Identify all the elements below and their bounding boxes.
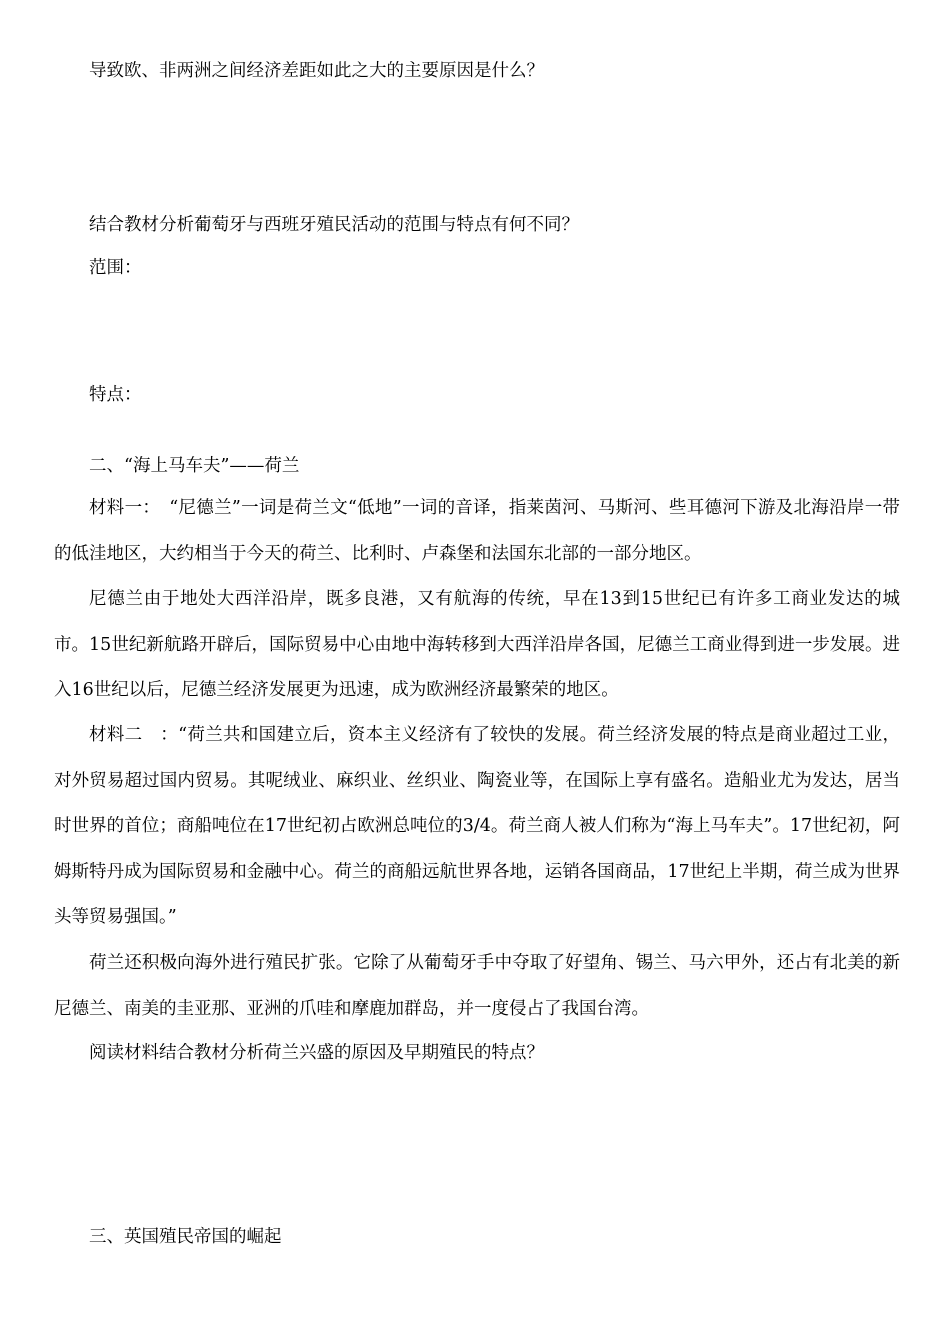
dutch-colonial-paragraph: 荷兰还积极向海外进行殖民扩张。它除了从葡萄牙手中夺取了好望角、锡兰、马六甲外，还占有北美的新尼德兰、南美的圭亚那、亚洲的爪哇和摩鹿加群岛，并一度侵占了我国台湾。 xyxy=(54,953,900,1019)
material-one-paragraph-2: 尼德兰由于地处大西洋沿岸，既多良港，又有航海的传统，早在13到15世纪已有许多工商业发达的城市。15世纪新航路开辟后，国际贸易中心由地中海转移到大西洋沿岸各国，尼德兰工商业得到进一步发展。进入16世纪以后，尼德兰经济发展更为迅速，成为欧洲经济最繁荣的地区。 xyxy=(54,589,900,700)
section-heading-netherlands: 二、“海上马车夫”——荷兰 xyxy=(89,456,300,476)
material-one-paragraph: 材料一： “尼德兰”一词是荷兰文“低地”一词的音译，指莱茵河、马斯河、些耳德河下游及北海沿岸一带的低洼地区，大约相当于今天的荷兰、比利时、卢森堡和法国东北部的一部分地区。 xyxy=(54,498,900,564)
question-portugal-spain-colonial: 结合教材分析葡萄牙与西班牙殖民活动的范围与特点有何不同？ xyxy=(89,215,579,235)
question-europe-africa-gap: 导致欧、非两洲之间经济差距如此之大的主要原因是什么？ xyxy=(89,61,544,81)
material-two-paragraph: 材料二 ：“荷兰共和国建立后，资本主义经济有了较快的发展。荷兰经济发展的特点是商业超过工业，对外贸易超过国内贸易。其呢绒业、麻织业、丝织业、陶瓷业等，在国际上享有盛名。造船业尤为发达，居当时世界的首位；商船吨位在17世纪初占欧洲总吨位的3/4。荷兰商人被人们称为“海上马车夫”。17世纪初，阿姆斯特丹成为国际贸易和金融中心。荷兰的商船远航世界各地，运销各国商品，17世纪上半期，荷兰成为世界头等贸易强国。” xyxy=(54,725,900,927)
section-heading-britain: 三、英国殖民帝国的崛起 xyxy=(89,1227,282,1247)
label-features: 特点： xyxy=(89,385,142,405)
label-range: 范围： xyxy=(89,258,142,278)
question-dutch-prosperity: 阅读材料结合教材分析荷兰兴盛的原因及早期殖民的特点？ xyxy=(89,1043,544,1063)
